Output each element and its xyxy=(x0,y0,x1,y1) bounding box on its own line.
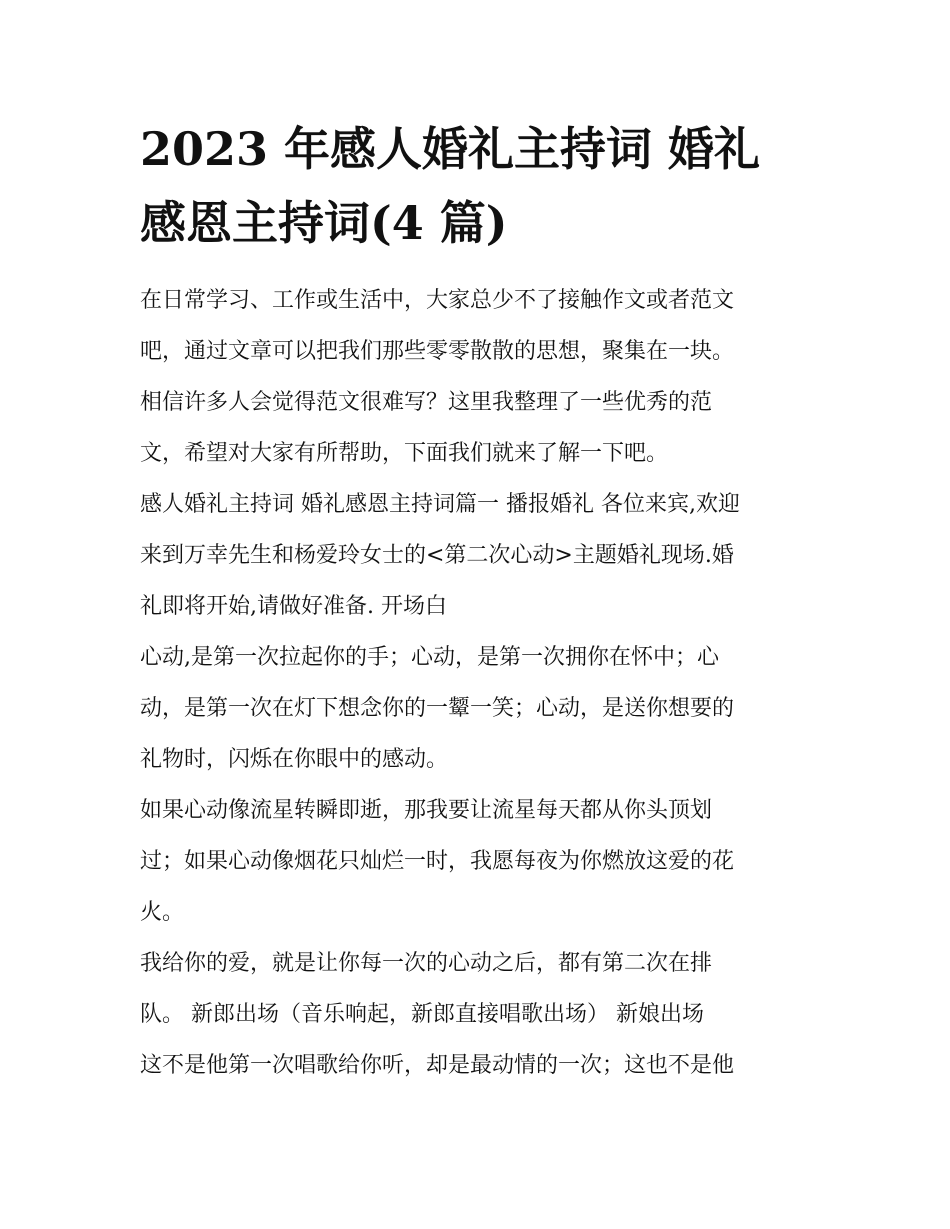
body-line: 礼物时，闪烁在你眼中的感动。 xyxy=(140,747,449,772)
body-line: 来到万幸先生和杨爱玲女士的<第二次心动>主题婚礼现场.婚 xyxy=(140,543,734,568)
document-title xyxy=(140,112,820,260)
body-line: 礼即将开始,请做好准备. 开场白 xyxy=(140,594,447,619)
title-line: 2023 年感人婚礼主持词 婚礼 xyxy=(140,122,761,176)
body-line: 过；如果心动像烟花只灿烂一时，我愿每夜为你燃放这爱的花 xyxy=(140,849,735,874)
body-line: 相信许多人会觉得范文很难写？这里我整理了一些优秀的范 xyxy=(140,390,713,415)
document-body xyxy=(140,275,830,1091)
body-line: 这不是他第一次唱歌给你听，却是最动情的一次；这也不是他 xyxy=(140,1053,735,1078)
body-line: 火。 xyxy=(140,900,185,925)
body-line: 动，是第一次在灯下想念你的一颦一笑；心动，是送你想要的 xyxy=(140,696,735,721)
title-line: 感恩主持词(4 篇) xyxy=(140,196,508,250)
body-line: 我给你的爱，就是让你每一次的心动之后，都有第二次在排 xyxy=(140,951,713,976)
body-line: 感人婚礼主持词 婚礼感恩主持词篇一 播报婚礼 各位来宾,欢迎 xyxy=(140,492,740,517)
body-line: 队。 新郎出场（音乐响起，新郎直接唱歌出场） 新娘出场 xyxy=(140,1002,704,1027)
body-line: 如果心动像流星转瞬即逝，那我要让流星每天都从你头顶划 xyxy=(140,798,713,823)
body-line: 在日常学习、工作或生活中，大家总少不了接触作文或者范文 xyxy=(140,288,735,313)
body-line: 心动,是第一次拉起你的手；心动，是第一次拥你在怀中；心 xyxy=(140,645,719,670)
body-line: 吧，通过文章可以把我们那些零零散散的思想，聚集在一块。 xyxy=(140,339,735,364)
body-line: 文，希望对大家有所帮助，下面我们就来了解一下吧。 xyxy=(140,441,669,466)
